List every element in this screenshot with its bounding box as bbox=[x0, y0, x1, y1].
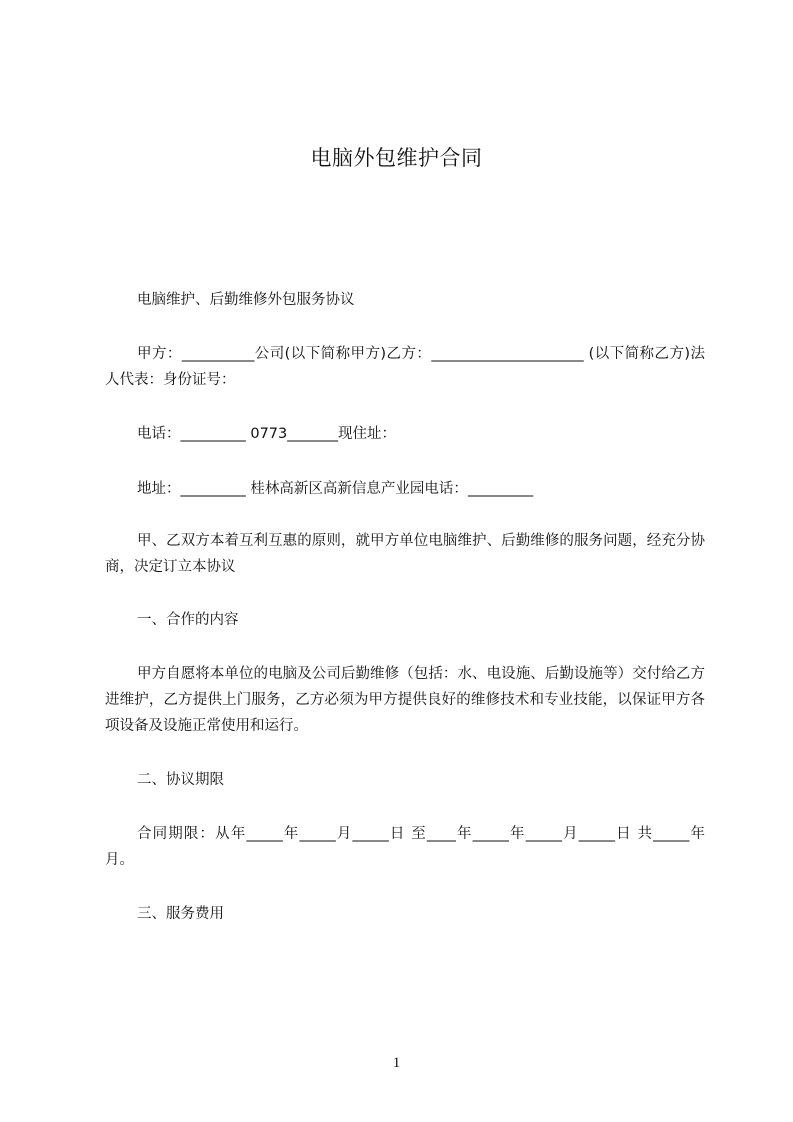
agreement-subtitle: 电脑维护、后勤维修外包服务协议 bbox=[137, 292, 355, 308]
document-title: 电脑外包维护合同 bbox=[310, 146, 483, 170]
section-3-heading: 三、服务费用 bbox=[137, 906, 224, 922]
section-1-body: 甲方自愿将本单位的电脑及公司后勤维修（包括：水、电设施、后勤设施等）交付给乙方进维护，乙方提供上门服务，乙方必须为甲方提供良好的维修技术和专业技能，以保证甲方各项设备及设施正常使用和运行。 bbox=[105, 666, 705, 734]
address-line: 地址：_________ 桂林高新区高新信息产业园电话：_________ bbox=[137, 481, 534, 497]
party-information: 甲方：__________公司(以下简称甲方)乙方：_____________________ (以下简称乙方)法人代表：身份证号： bbox=[105, 346, 705, 388]
phone-line: 电话：_________ 0773_______现住址： bbox=[137, 426, 397, 442]
section-1-heading: 一、合作的内容 bbox=[137, 612, 239, 628]
section-2-body: 合同期限：从年_____年_____月_____日 至____年_____年_____月_____日 共_____年 月。 bbox=[105, 826, 705, 868]
section-2-heading: 二、协议期限 bbox=[137, 772, 224, 788]
page-number: 1 bbox=[392, 1055, 401, 1071]
principle-paragraph: 甲、乙双方本着互利互惠的原则，就甲方单位电脑维护、后勤维修的服务问题，经充分协商，决定订立本协议 bbox=[105, 533, 705, 575]
